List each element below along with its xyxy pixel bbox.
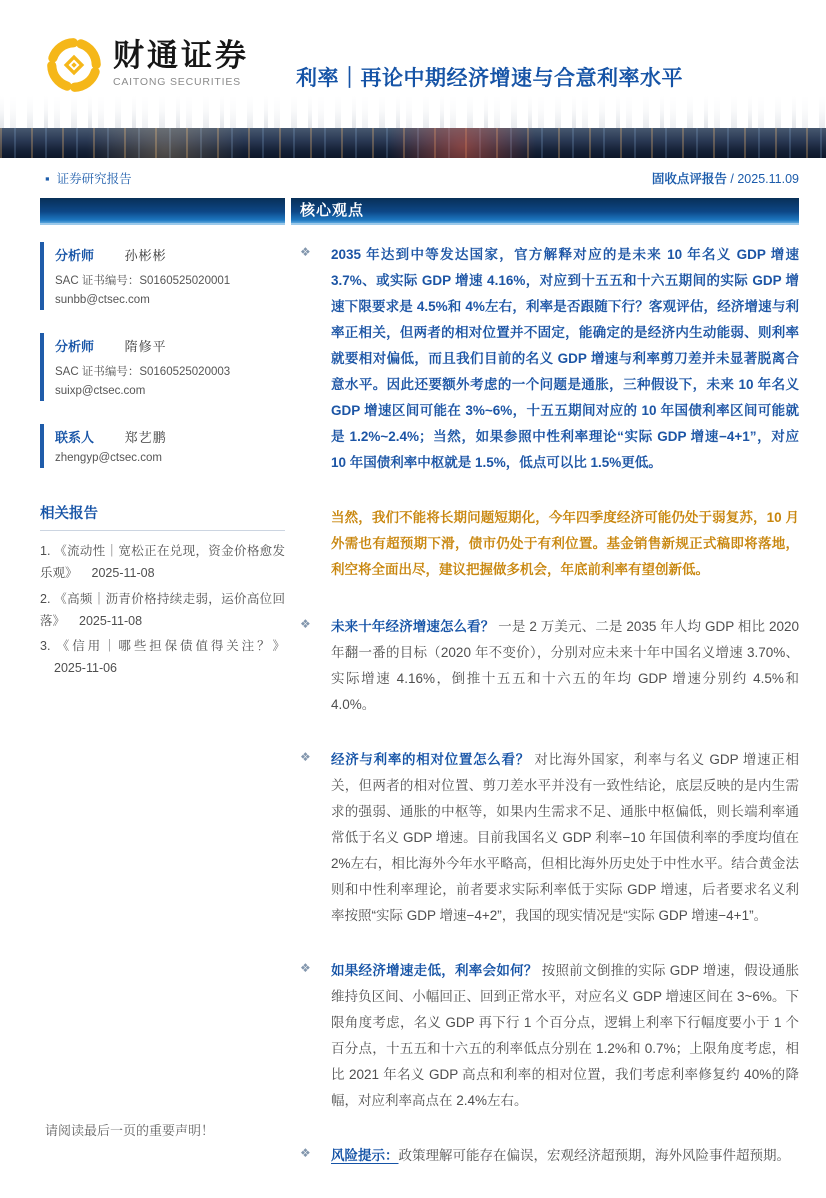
skyline-fade bbox=[0, 96, 826, 128]
city-skyline-banner bbox=[0, 96, 826, 158]
section-text: 按照前文倒推的实际 GDP 增速，假设通胀维持负区间、小幅回正、回到正常水平，对应名义 GDP 增速区间在 3~6%。下限角度考虑，名义 GDP 再下行 1 个百分点，逻辑上利率下行幅度要小于 1 个百分点，十五五和十六五的利率低点分别在 1.2%和 0.7%；上限角度考虑，相比 2021 年名义 GDP 高点和利率的相对位置，我们考虑利率修复约 40%的降幅，对应利率高点在 2.4%左右。 bbox=[331, 963, 799, 1108]
analyst-name: 隋修平 bbox=[124, 339, 167, 354]
section-text: 一是 2 万美元、二是 2035 年人均 GDP 相比 2020 年翻一番的目标（2020 年不变价），分别对应未来十年中国名义增速 3.70%、实际增速 4.16%，倒推十五五和十六五的年均 GDP 增速分别约 4.5%和 4.0%。 bbox=[331, 619, 799, 712]
section-text: 对比海外国家，利率与名义 GDP 增速正相关，但两者的相对位置、剪刀差水平并没有一致性结论，底层反映的是内生需求的强弱、通胀的中枢等，如果内生需求不足、通胀中枢偏低，则长端利率通常低于名义 GDP 增速。目前我国名义 GDP 利率−10 年国债利率的季度均值在 2%左右，相比海外今年水平略高，但相比海外历史处于中性水平。结合黄金法则和中性利率理论，前者要求实际利率低于实际 GDP 增速，后者要求名义利率按照“实际 GDP 增速−4+2”，我国的现实情况是“实际 GDP 增速−4+1”。 bbox=[331, 752, 800, 923]
section-rate-scenario bbox=[300, 958, 799, 1114]
sidebar bbox=[40, 242, 285, 1198]
role-label: 联系人 bbox=[55, 430, 95, 445]
sac-cert-number: SAC 证书编号：S0160525020001 bbox=[55, 275, 231, 287]
report-type: 固收点评报告 bbox=[651, 172, 727, 186]
research-report-label-group bbox=[45, 169, 132, 187]
related-reports-list bbox=[40, 540, 285, 680]
highlight-paragraph: 当然，我们不能将长期问题短期化，今年四季度经济可能仍处于弱复苏，10 月外需也有超预期下滑，债市仍处于有利位置。基金销售新规正式稿即将落地，利空将全面出尽，建议把握做多机会，年底前利率有望创新低。 bbox=[331, 510, 799, 577]
diamond-bullet-icon: ❖ bbox=[300, 961, 311, 975]
sac-cert-number: SAC 证书编号：S0160525020003 bbox=[55, 366, 231, 378]
report-item-date: 2025-11-06 bbox=[54, 661, 118, 676]
core-view-header: 核心观点 bbox=[291, 198, 799, 225]
skyline-photo bbox=[0, 128, 826, 158]
analyst-block bbox=[40, 333, 285, 401]
research-report-label: 证券研究报告 bbox=[56, 172, 132, 186]
report-item-date: 2025-11-08 bbox=[79, 613, 143, 628]
logo-name-en: CAITONG SECURITIES bbox=[113, 75, 241, 88]
diamond-bullet-icon: ❖ bbox=[300, 750, 311, 764]
analyst-name: 孙彬彬 bbox=[124, 248, 167, 263]
caitong-logo bbox=[45, 36, 249, 94]
section-lead: 如果经济增速走低，利率会如何？ bbox=[331, 963, 538, 978]
key-summary-text: 2035 年达到中等发达国家，官方解释对应的是未来 10 年名义 GDP 增速 3.7%、或实际 GDP 增速 4.16%，对应到十五五和十六五期间的实际 GDP 增速下限要求是 4.5%和 4%左右，利率是否跟随下行？客观评估，经济增速与利率正相关，但两者的相对位置并不固定，能确定的是经济内生动能弱、则利率就要相对偏低，而且我们目前的名义 GDP 增速与利率剪刀差并未显著脱离合意水平。因此还要额外考虑的一个问题是通胀，三种假设下，未来 10 年名义 GDP 增速区间可能在 3%~6%，十五五期间对应的 10 年国债利率区间可能就是 1.2%~2.4%；当然，如果参照中性利率理论“实际 GDP 增速−4+1”，对应 10 年国债利率中枢就是 1.5%，低点可以比 1.5%更低。 bbox=[331, 247, 799, 470]
section-lead: 经济与利率的相对位置怎么看？ bbox=[331, 752, 530, 767]
related-reports-title: 相关报告 bbox=[40, 502, 285, 531]
analyst-email: suixp@ctsec.com bbox=[55, 385, 146, 397]
core-view-body bbox=[291, 242, 799, 1198]
related-report-item bbox=[40, 588, 285, 633]
section-growth-outlook bbox=[300, 614, 799, 718]
report-item-text: 2. 《高频｜沥青价格持续走弱，运价高位回落》 bbox=[40, 591, 285, 628]
analyst-email: sunbb@ctsec.com bbox=[55, 294, 150, 306]
report-item-text: 3. 《信用｜哪些担保债值得关注？》 bbox=[40, 639, 285, 653]
related-report-item bbox=[40, 635, 285, 680]
section-rate-position bbox=[300, 747, 799, 929]
sidebar-accent-bar bbox=[40, 198, 285, 225]
related-report-item bbox=[40, 540, 285, 585]
logo-text bbox=[113, 36, 249, 88]
meta-separator: / bbox=[730, 172, 734, 186]
section-risk-warning bbox=[300, 1143, 799, 1169]
contact-block bbox=[40, 424, 285, 468]
section-lead: 未来十年经济增速怎么看？ bbox=[331, 619, 495, 634]
diamond-bullet-icon: ❖ bbox=[300, 617, 311, 631]
related-reports bbox=[40, 502, 285, 680]
contact-email: zhengyp@ctsec.com bbox=[55, 452, 162, 464]
report-type-and-date bbox=[652, 169, 799, 187]
analyst-block bbox=[40, 242, 285, 310]
role-label: 分析师 bbox=[55, 339, 95, 354]
section-bars bbox=[0, 198, 826, 225]
contact-name: 郑艺鹏 bbox=[124, 430, 167, 445]
meta-row bbox=[0, 169, 826, 187]
risk-lead: 风险提示： bbox=[331, 1148, 399, 1163]
report-item-text: 1. 《流动性｜宽松正在兑现，资金价格愈发乐观》 bbox=[40, 544, 285, 581]
content-columns bbox=[0, 242, 826, 1198]
page-title: 利率｜再论中期经济增速与合意利率水平 bbox=[296, 67, 683, 90]
report-date: 2025.11.09 bbox=[737, 172, 799, 186]
page-header bbox=[0, 0, 826, 96]
caitong-emblem-icon bbox=[45, 36, 103, 94]
diamond-bullet-icon: ❖ bbox=[300, 1146, 311, 1160]
report-item-date: 2025-11-08 bbox=[91, 566, 155, 581]
role-label: 分析师 bbox=[55, 248, 95, 263]
square-bullet-icon: ▪ bbox=[45, 170, 50, 186]
risk-text: 政策理解可能存在偏误，宏观经济超预期，海外风险事件超预期。 bbox=[398, 1148, 790, 1163]
logo-name-cn: 财通证券 bbox=[113, 38, 249, 73]
diamond-bullet-icon: ❖ bbox=[300, 245, 311, 259]
footer-disclaimer: 请阅读最后一页的重要声明！ bbox=[45, 1123, 215, 1138]
key-summary-bullet bbox=[300, 242, 799, 476]
